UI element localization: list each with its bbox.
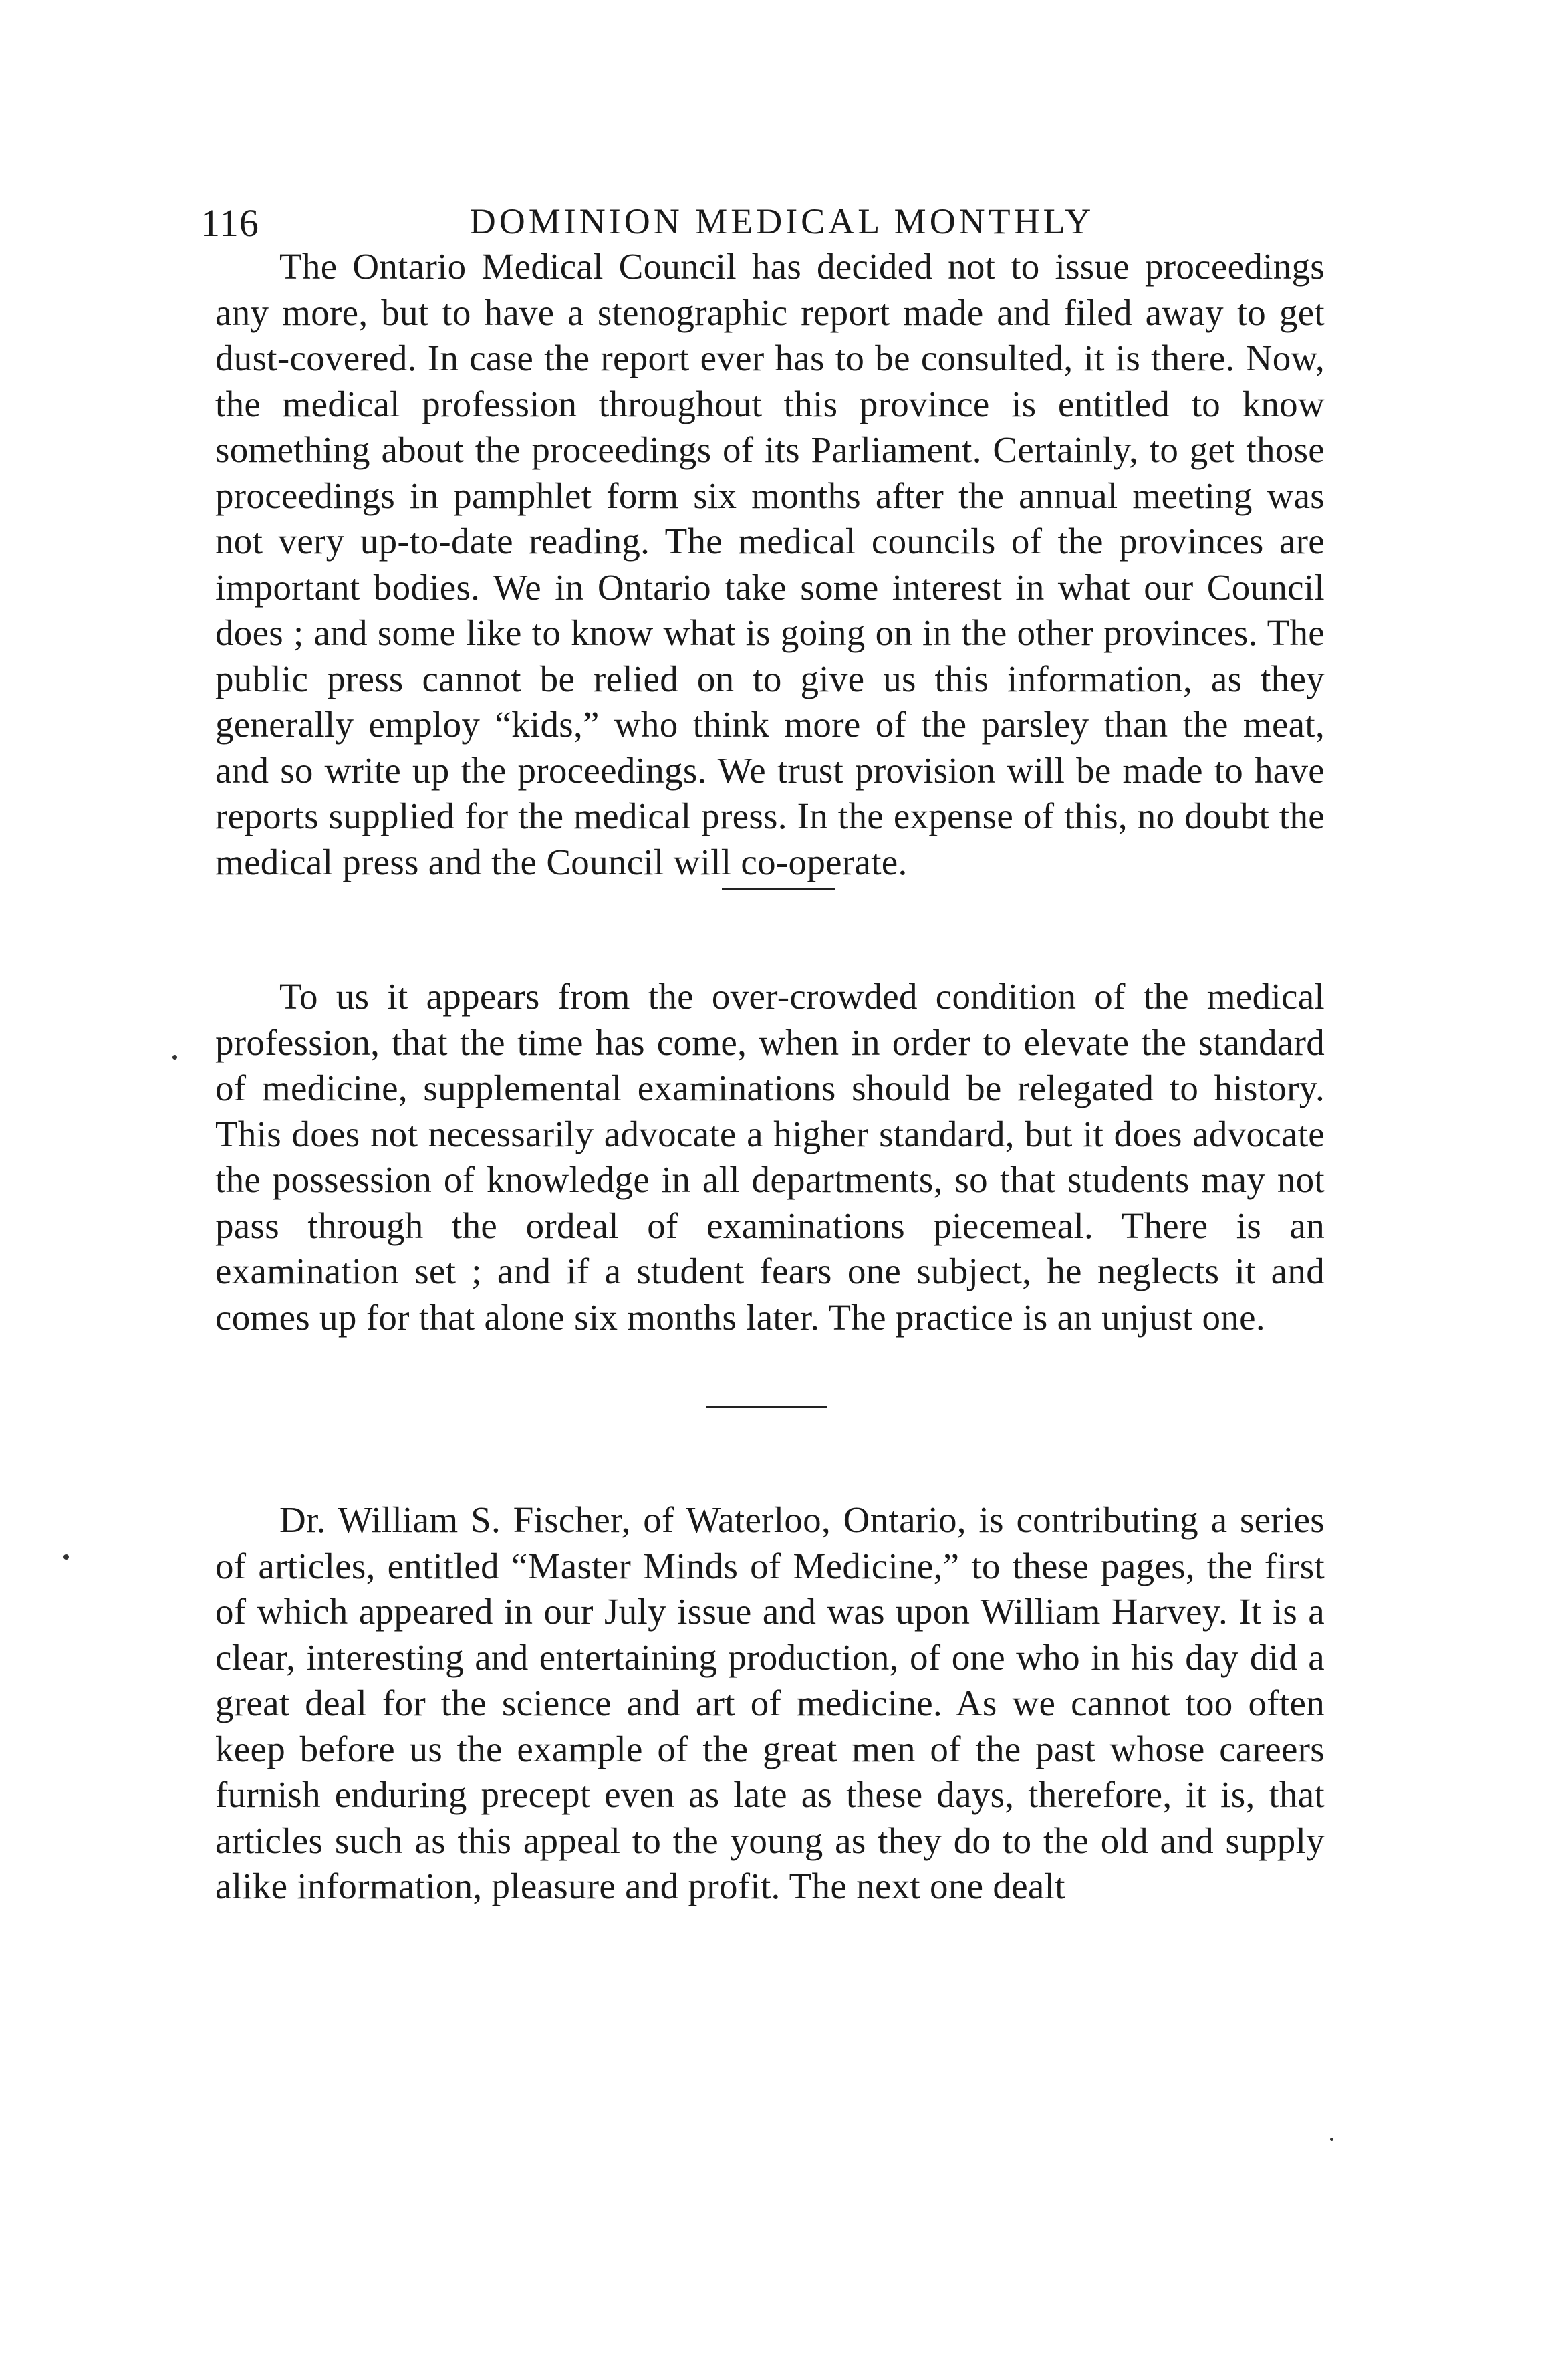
- print-speck: [63, 1554, 69, 1560]
- section-spacer: [215, 887, 1325, 974]
- paragraph-medical-council: The Ontario Medical Council has decided not to issue proceedings any more, but to have a stenographic report made and filed away to get dust-covered. In case the report ever has to be consulted, it is there. Now, the medical profession throughout this province is entitled to know something about the proceedings of its Parliament. Certainly, to get those proceedings in pamphlet form six months after the annual meeting was not very up-to-date reading. The medical councils of the provinces are important bodies. We in Ontario take some interest in what our Council does ; and some like to know what is going on in the other provinces. The public press cannot be relied on to give us this information, as they generally employ “kids,” who think more of the parsley than the meat, and so write up the proceedings. We trust provision will be made to have reports supplied for the medical press. In the expense of this, no doubt the medical press and the Council will co-operate.: [215, 246, 1325, 882]
- print-speck: [172, 1055, 177, 1060]
- running-title: DOMINION MEDICAL MONTHLY: [469, 201, 1095, 241]
- section-spacer: [215, 1408, 1325, 1497]
- paragraph-master-minds: Dr. William S. Fischer, of Waterloo, Ontario, is contributing a series of articles, entitled “Master Minds of Medicine,” to these pages, the first of which appeared in our July issue and was upon William Harvey. It is a clear, interesting and entertaining production, of one who in his day did a great deal for the science and art of medicine. As we cannot too often keep before us the example of the great men of the past whose careers furnish enduring precept even as late as these days, therefore, it is, that articles such as this appeal to the young as they do to the old and supply alike information, pleasure and profit. The next one dealt: [215, 1499, 1325, 1906]
- page-number: 116: [201, 201, 259, 245]
- article-body: [215, 244, 1325, 1910]
- section-spacer: [215, 1340, 1325, 1406]
- print-speck: [1330, 2138, 1333, 2141]
- section-divider: [722, 888, 835, 890]
- paragraph-supplemental-examinations: To us it appears from the over-crowded condition of the medical profession, that the time has come, when in order to elevate the standard of medicine, supplemental examinations should be relegated to history. This does not necessarily advocate a higher standard, but it does advocate the possession of knowledge in all departments, so that students may not pass through the ordeal of examinations piecemeal. There is an examination set ; and if a student fears one subject, he neglects it and comes up for that alone six months later. The practice is an unjust one.: [215, 976, 1325, 1338]
